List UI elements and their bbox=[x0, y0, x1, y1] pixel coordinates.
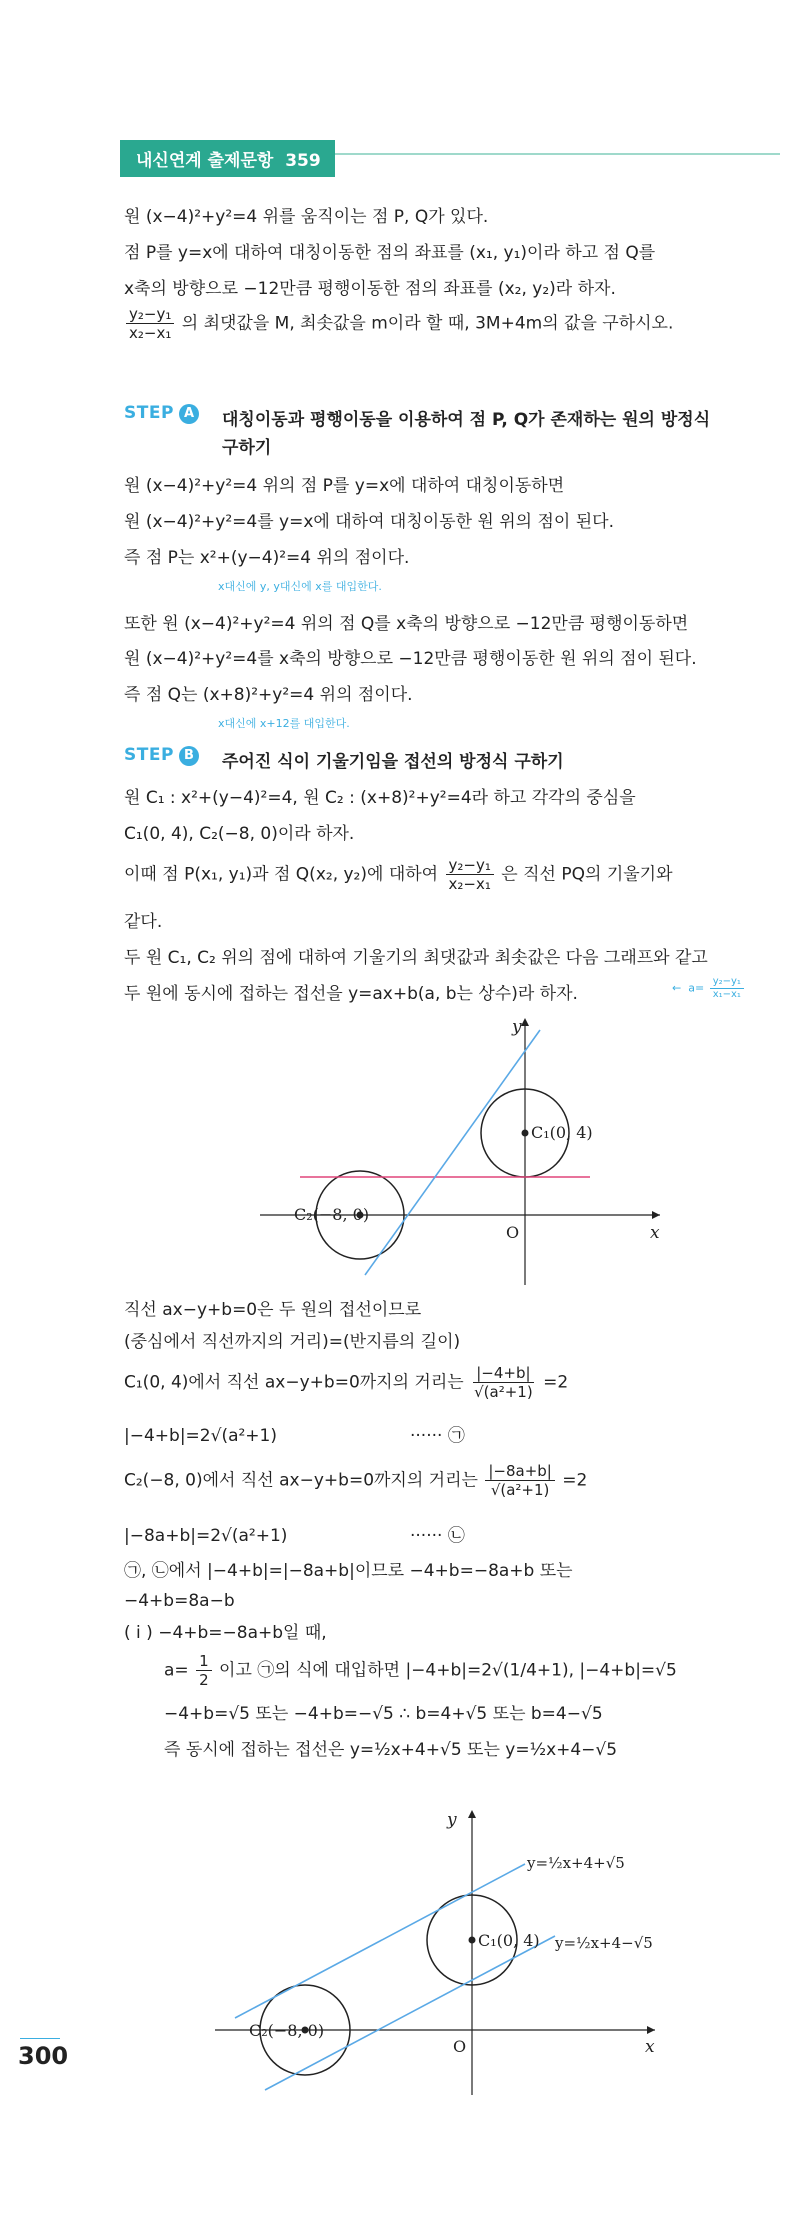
lower-tangent-line bbox=[265, 1936, 555, 2090]
solution-line-4: |−4+b|=2√(a²+1) bbox=[124, 1426, 277, 1446]
side-note-prefix: a= bbox=[688, 981, 705, 995]
solution-line-3a: C₁(0, 4)에서 직선 ax−y+b=0까지의 거리는 bbox=[124, 1372, 464, 1393]
solution-line-11: −4+b=√5 또는 −4+b=−√5 ∴ b=4+√5 또는 b=4−√5 bbox=[164, 1704, 603, 1724]
graph-2-c1-label: C₁(0, 4) bbox=[478, 1931, 540, 1950]
graph-2 bbox=[215, 1790, 715, 2100]
solution-line-5b: =2 bbox=[562, 1470, 588, 1491]
step-b-title: 주어진 식이 기울기임을 접선의 방정식 구하기 bbox=[222, 752, 564, 772]
problem-header bbox=[120, 140, 335, 177]
problem-line-1: 원 (x−4)²+y²=4 위를 움직이는 점 P, Q가 있다. bbox=[124, 207, 489, 227]
side-note-fraction bbox=[710, 976, 744, 1001]
step-b-label: STEP bbox=[124, 745, 174, 765]
step-b-line-1: 원 C₁ : x²+(y−4)²=4, 원 C₂ : (x+8)²+y²=4라 하고 각각의 중심을 bbox=[124, 788, 636, 808]
step-a-badge: A bbox=[179, 404, 199, 424]
graph-1 bbox=[250, 1010, 670, 1290]
step-b-line-3 bbox=[124, 856, 673, 893]
step-a-label: STEP bbox=[124, 403, 174, 423]
step-a-header bbox=[124, 403, 199, 424]
fraction-denominator: x₂−x₁ bbox=[129, 324, 172, 342]
step-b-line-3a: 이때 점 P(x₁, y₁)과 점 Q(x₂, y₂)에 대하여 bbox=[124, 864, 439, 885]
step-b-line-6: 두 원에 동시에 접하는 접선을 y=ax+b(a, b는 상수)라 하자. bbox=[124, 984, 578, 1004]
graph-1-x-label: x bbox=[650, 1223, 660, 1243]
graph-1-c1-label: C₁(0, 4) bbox=[531, 1123, 593, 1142]
graph-1-y-arrow bbox=[521, 1018, 529, 1026]
problem-line-3: x축의 방향으로 −12만큼 평행이동한 점의 좌표를 (x₂, y₂)라 하자. bbox=[124, 279, 616, 299]
solution-line-5 bbox=[124, 1462, 587, 1499]
slope-denominator: x₂−x₁ bbox=[448, 875, 491, 893]
problem-fraction bbox=[126, 305, 174, 342]
step-a-line-5: 원 (x−4)²+y²=4를 x축의 방향으로 −12만큼 평행이동한 원 위의 점이 된다. bbox=[124, 649, 697, 669]
solution-line-10a: a= bbox=[164, 1660, 189, 1681]
center-c1 bbox=[522, 1130, 529, 1137]
distance-1-den: √(a²+1) bbox=[474, 1383, 533, 1401]
step-b-badge: B bbox=[179, 746, 199, 766]
equation-tag-2: ······ ㉡ bbox=[410, 1526, 465, 1546]
problem-line-2: 점 P를 y=x에 대하여 대칭이동한 점의 좌표를 (x₁, y₁)이라 하고 점 Q를 bbox=[124, 243, 656, 263]
center-c1 bbox=[469, 1937, 476, 1944]
graph-2-y-arrow bbox=[468, 1810, 476, 1818]
equation-tag-1: ······ ㉠ bbox=[410, 1426, 465, 1446]
page-number: 300 bbox=[18, 2042, 69, 2070]
step-a-line-1: 원 (x−4)²+y²=4 위의 점 P를 y=x에 대하여 대칭이동하면 bbox=[124, 476, 565, 496]
distance-1-num: |−4+b| bbox=[473, 1364, 533, 1383]
side-note-num: y₂−y₁ bbox=[710, 976, 744, 989]
distance-fraction-1 bbox=[471, 1364, 536, 1401]
problem-line-4-text: 의 최댓값을 M, 최솟값을 m이라 할 때, 3M+4m의 값을 구하시오. bbox=[181, 313, 674, 334]
step-a-line-4: 또한 원 (x−4)²+y²=4 위의 점 Q를 x축의 방향으로 −12만큼 평행이동하면 bbox=[124, 614, 689, 634]
step-b-line-5: 두 원 C₁, C₂ 위의 점에 대하여 기울기의 최댓값과 최솟값은 다음 그래프와 같고 bbox=[124, 948, 708, 968]
solution-line-3 bbox=[124, 1364, 568, 1401]
distance-2-num: |−8a+b| bbox=[485, 1462, 555, 1481]
a-value-fraction bbox=[196, 1652, 212, 1689]
lower-tangent-label: y=½x+4−√5 bbox=[555, 1934, 653, 1952]
step-a-note-2: x대신에 x+12를 대입한다. bbox=[218, 717, 350, 730]
problem-number: 359 bbox=[285, 151, 321, 171]
slope-numerator: y₂−y₁ bbox=[446, 856, 494, 875]
graph-1-x-arrow bbox=[652, 1211, 660, 1219]
solution-line-9: ( i ) −4+b=−8a+b일 때, bbox=[124, 1623, 327, 1643]
a-value-den: 2 bbox=[199, 1671, 209, 1689]
graph-2-x-label: x bbox=[645, 2037, 655, 2057]
side-note bbox=[672, 976, 746, 1001]
upper-tangent-label: y=½x+4+√5 bbox=[527, 1854, 625, 1872]
step-a-line-3: 즉 점 P는 x²+(y−4)²=4 위의 점이다. bbox=[124, 548, 410, 568]
distance-2-den: √(a²+1) bbox=[490, 1481, 550, 1499]
solution-line-5a: C₂(−8, 0)에서 직선 ax−y+b=0까지의 거리는 bbox=[124, 1470, 478, 1491]
slope-fraction bbox=[446, 856, 494, 893]
side-note-den: x₁−x₁ bbox=[712, 989, 741, 1000]
step-a-title-2: 구하기 bbox=[222, 438, 272, 458]
step-b-header bbox=[124, 745, 199, 766]
a-value-num: 1 bbox=[196, 1652, 212, 1671]
step-b-line-3b: 은 직선 PQ의 기울기와 bbox=[501, 864, 673, 885]
page-number-rule bbox=[20, 2038, 60, 2039]
graph-2-x-arrow bbox=[647, 2026, 655, 2034]
solution-line-12: 즉 동시에 접하는 접선은 y=½x+4+√5 또는 y=½x+4−√5 bbox=[164, 1740, 618, 1760]
solution-line-2: (중심에서 직선까지의 거리)=(반지름의 길이) bbox=[124, 1332, 461, 1352]
graph-2-y-label: y bbox=[447, 1810, 457, 1830]
distance-fraction-2 bbox=[485, 1462, 555, 1499]
problem-line-4 bbox=[124, 305, 673, 342]
header-tab-label: 내신연계 출제문항 bbox=[136, 151, 274, 171]
step-a-note-1: x대신에 y, y대신에 x를 대입한다. bbox=[218, 580, 382, 593]
graph-2-c2-label: C₂(−8, 0) bbox=[249, 2021, 325, 2040]
graph-1-c2-label: C₂(−8, 0) bbox=[294, 1205, 370, 1224]
step-b-line-2: C₁(0, 4), C₂(−8, 0)이라 하자. bbox=[124, 824, 355, 844]
step-a-line-6: 즉 점 Q는 (x+8)²+y²=4 위의 점이다. bbox=[124, 685, 413, 705]
solution-line-3b: =2 bbox=[543, 1372, 569, 1393]
step-a-title-1: 대칭이동과 평행이동을 이용하여 점 P, Q가 존재하는 원의 방정식 bbox=[222, 410, 711, 430]
solution-line-1: 직선 ax−y+b=0은 두 원의 접선이므로 bbox=[124, 1300, 422, 1320]
solution-line-10b: 이고 ㉠의 식에 대입하면 |−4+b|=2√(1/4+1), |−4+b|=√5 bbox=[219, 1660, 677, 1681]
fraction-numerator: y₂−y₁ bbox=[126, 305, 174, 324]
graph-2-origin: O bbox=[453, 2037, 467, 2056]
step-a-line-2: 원 (x−4)²+y²=4를 y=x에 대하여 대칭이동한 원 위의 점이 된다. bbox=[124, 512, 614, 532]
side-note-arrow: ← bbox=[672, 981, 685, 995]
graph-1-origin: O bbox=[506, 1223, 520, 1242]
graph-1-y-label: y bbox=[512, 1017, 522, 1037]
step-b-line-4: 같다. bbox=[124, 912, 163, 932]
solution-line-10 bbox=[164, 1652, 677, 1689]
solution-line-7: ㉠, ㉡에서 |−4+b|=|−8a+b|이므로 −4+b=−8a+b 또는 bbox=[124, 1561, 573, 1581]
solution-line-6: |−8a+b|=2√(a²+1) bbox=[124, 1526, 288, 1546]
solution-line-8: −4+b=8a−b bbox=[124, 1591, 235, 1611]
